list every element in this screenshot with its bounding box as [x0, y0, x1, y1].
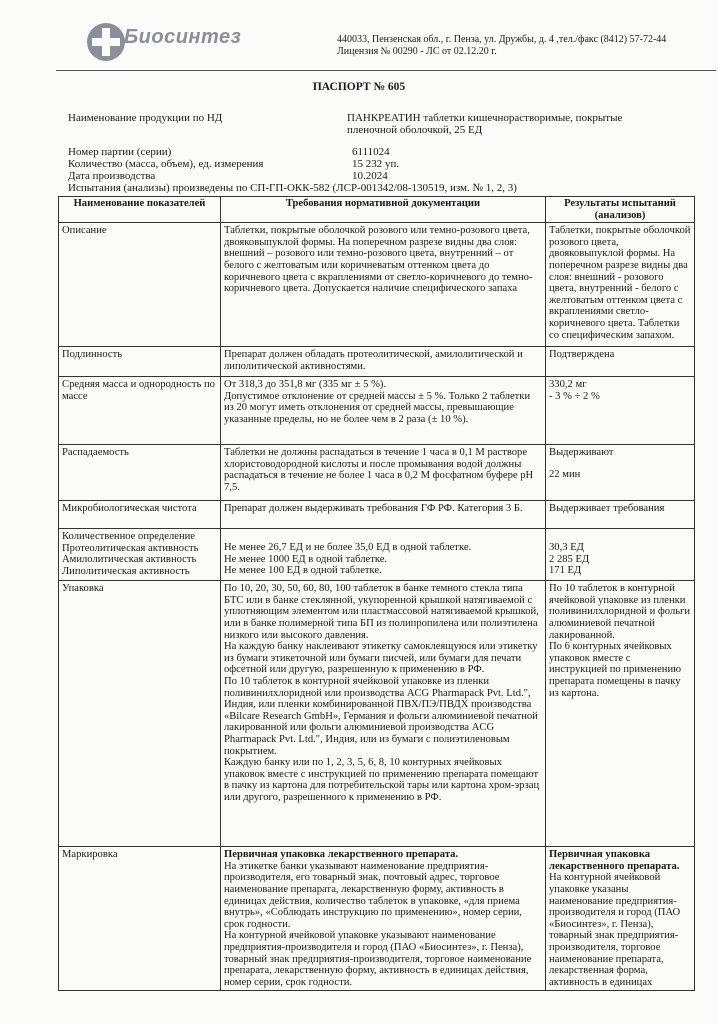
row-requirement: Таблетки, покрытые оболочкой розового или темно-розового цвета, двояковыпуклой формы. На поперечном разрезе видны два слоя: внешний – розового или темно-розового цвета, внутренний – от белого с желтоватым или коричневатым оттенком цвета до коричневого цвета с вкраплениями от светло-коричневого до темно-коричневого цвета. Допускается наличие специфического запаха [221, 223, 546, 347]
result-heading: Первичная упаковка лекарственного препарата. [549, 849, 680, 872]
header-divider [56, 70, 716, 71]
row-result [546, 445, 695, 501]
requirement-line: На каждую банку наклеивают этикетку самоклеящуюся или этикетку из бумаги этикеточной или бумаги писчей, или бумаги для печати офсетной или другую, разрешенную к применению в РФ. [224, 641, 538, 676]
table-row [59, 377, 695, 445]
row-requirement: Таблетки не должны распадаться в течение 1 часа в 0,1 М растворе хлористоводородной кислоты и после промывания водой должны распадаться в течение не более 1 часа в 0,2 М фосфатном буфере рН 7,5. [221, 445, 546, 501]
specification-table [58, 196, 695, 991]
row-name [59, 529, 221, 581]
header-requirements: Требования нормативной документации [221, 197, 546, 223]
table-row [59, 501, 695, 529]
name-line: Амилолитическая активность [62, 554, 197, 566]
row-name: Упаковка [59, 581, 221, 847]
table-header-row [59, 197, 695, 223]
name-line: Протеолитическая активность [62, 542, 199, 554]
row-requirement [221, 529, 546, 581]
quantity-label: Количество (масса, объем), ед. измерения [68, 158, 264, 170]
requirement-heading: Первичная упаковка лекарственного препарата. [224, 849, 459, 861]
row-result [546, 581, 695, 847]
requirement-line: Допустимое отклонение от средней массы ± 5 %. Только 2 таблетки из 20 могут иметь отклонения от средней массы, превышающие указанные пределы, но не более чем в 2 раза (± 10 %). [224, 390, 531, 425]
result-line: 330,2 мг [549, 379, 587, 391]
row-name: Распадаемость [59, 445, 221, 501]
cross-logo-icon [87, 23, 125, 61]
requirement-line: От 318,3 до 351,8 мг (335 мг ± 5 %). [224, 379, 387, 391]
requirement-line: На этикетке банки указывают наименование предприятия-производителя, его товарный знак, почтовый адрес, торговое наименование препарата, лекарственную форму, активность в единицах действия, количество таблеток в упаковке, «для приема внутрь», «Соблюдать инструкцию по применению», номер серии, срок годности. [224, 860, 522, 930]
table-row [59, 347, 695, 377]
name-line: Липолитическая активность [62, 565, 190, 577]
result-line: - 3 % ÷ 2 % [549, 390, 600, 402]
table-row [59, 529, 695, 581]
row-requirement [221, 581, 546, 847]
product-label: Наименование продукции по НД [68, 112, 223, 124]
product-value-line1: ПАНКРЕАТИН таблетки кишечнорастворимые, покрытые [347, 112, 623, 124]
table-row [59, 223, 695, 347]
row-name: Подлинность [59, 347, 221, 377]
result-line: 30,3 ЕД [549, 542, 584, 554]
row-result [546, 847, 695, 991]
row-result [546, 529, 695, 581]
header-indicator: Наименование показателей [59, 197, 221, 223]
quantity-value: 15 232 уп. [352, 158, 400, 170]
tests-line: Испытания (анализы) произведены по СП-ГП-ОКК-582 (ЛСР-001342/08-130519, изм. № 1, 2, 3) [68, 182, 517, 194]
requirement-line: По 10, 20, 30, 50, 60, 80, 100 таблеток в банке темного стекла типа БТС или в банке стеклянной, укупоренной крышкой натягиваемой с уплотняющим элементом или пластмассовой натягиваемой крышкой, или в банке полимерной типа БП из полипропилена или полиэтилена низкого или высокого давления. [224, 583, 539, 641]
row-result: Выдерживает требования [546, 501, 695, 529]
result-line: На контурной ячейковой упаковке указаны наименование предприятия-производителя и город (ПАО «Биосинтез», г. Пенза), товарный знак предприятия-производителя, торговое наименование препарата, лекарственная форма, активность в единицах [549, 872, 681, 988]
row-name: Средняя масса и однородность по массе [59, 377, 221, 445]
header-results: Результаты испытаний (анализов) [546, 197, 695, 223]
company-name: Биосинтез [124, 26, 242, 48]
row-name: Описание [59, 223, 221, 347]
requirement-line: Не менее 1000 ЕД в одной таблетке. [224, 553, 388, 565]
name-line: Количественное определение [62, 531, 195, 543]
table-row [59, 847, 695, 991]
result-line: Выдерживают [549, 447, 614, 459]
result-line: По 10 таблеток в контурной ячейковой упаковке из пленки поливинилхлоридной и фольги алюминиевой печатной лакированной. [549, 583, 691, 641]
product-value-line2: пленочной оболочкой, 25 ЕД [347, 124, 483, 136]
requirement-line: На контурной ячейковой упаковке указывают наименование предприятия-производителя и город (ПАО «Биосинтез», г. Пенза), товарный знак предприятия-производителя, торговое наименование препарата, лекарственную форму, активность в единицах действия, номер серии, срок годности. [224, 930, 532, 988]
row-name: Микробиологическая чистота [59, 501, 221, 529]
requirement-line: Каждую банку или по 1, 2, 3, 5, 6, 8, 10 контурных ячейковых упаковок вместе с инструкцией по применению препарата помещают в пачку из картона для потребительской тары или картона хром-эрзац или другого, разрешенного к применению в РФ. [224, 757, 540, 803]
passport-title: ПАСПОРТ № 605 [312, 81, 406, 93]
row-result: Таблетки, покрытые оболочкой розового цвета, двояковыпуклой формы. На поперечном разрезе видны два слоя: внешний - розового цвета, внутренний - белого с желтоватым оттенком цвета с вкраплениями светло-коричневого цвета. Таблетки со специфическим запахом. [546, 223, 695, 347]
license-line: Лицензия № 00290 - ЛС от 02.12.20 г. [337, 46, 497, 57]
result-line: 171 ЕД [549, 565, 582, 577]
result-line: 2 285 ЕД [549, 553, 590, 565]
production-date-value: 10.2024 [352, 170, 388, 182]
row-requirement: Препарат должен обладать протеолитической, амилолитической и липолитической активностями. [221, 347, 546, 377]
batch-value: 6111024 [352, 146, 390, 158]
requirement-line: Не менее 26,7 ЕД и не более 35,0 ЕД в одной таблетке. [224, 542, 472, 554]
row-name: Маркировка [59, 847, 221, 991]
company-address: 440033, Пензенская обл., г. Пенза, ул. Дружбы, д. 4 ,тел./факс (8412) 57-72-44 [337, 34, 667, 45]
result-line: 22 мин [549, 468, 581, 480]
production-date-label: Дата производства [68, 170, 156, 182]
row-result [546, 377, 695, 445]
row-requirement [221, 847, 546, 991]
row-requirement [221, 377, 546, 445]
table-row [59, 445, 695, 501]
requirement-line: Не менее 100 ЕД в одной таблетке. [224, 565, 382, 577]
result-line: По 6 контурных ячейковых упаковок вместе с инструкцией по применению препарата помещены в пачку из картона. [549, 641, 682, 699]
table-row [59, 581, 695, 847]
row-result: Подтверждена [546, 347, 695, 377]
batch-label: Номер партии (серии) [68, 146, 172, 158]
requirement-line: По 10 таблеток в контурной ячейковой упаковке из пленки поливинилхлоридной или производства ACG Pharmapack Pvt. Ltd.", Индия, или пленки комбинированной ПВХ/ПЭ/ПВДХ производства «Bilcare Research GmbH», Германия и фольги алюминиевой печатной лакированной или фольги алюминиевой производства ACG Pharmapack Pvt. Ltd.", Индия, или из бумаги с полиэтиленовым покрытием. [224, 675, 538, 757]
row-requirement: Препарат должен выдерживать требования ГФ РФ. Категория 3 Б. [221, 501, 546, 529]
